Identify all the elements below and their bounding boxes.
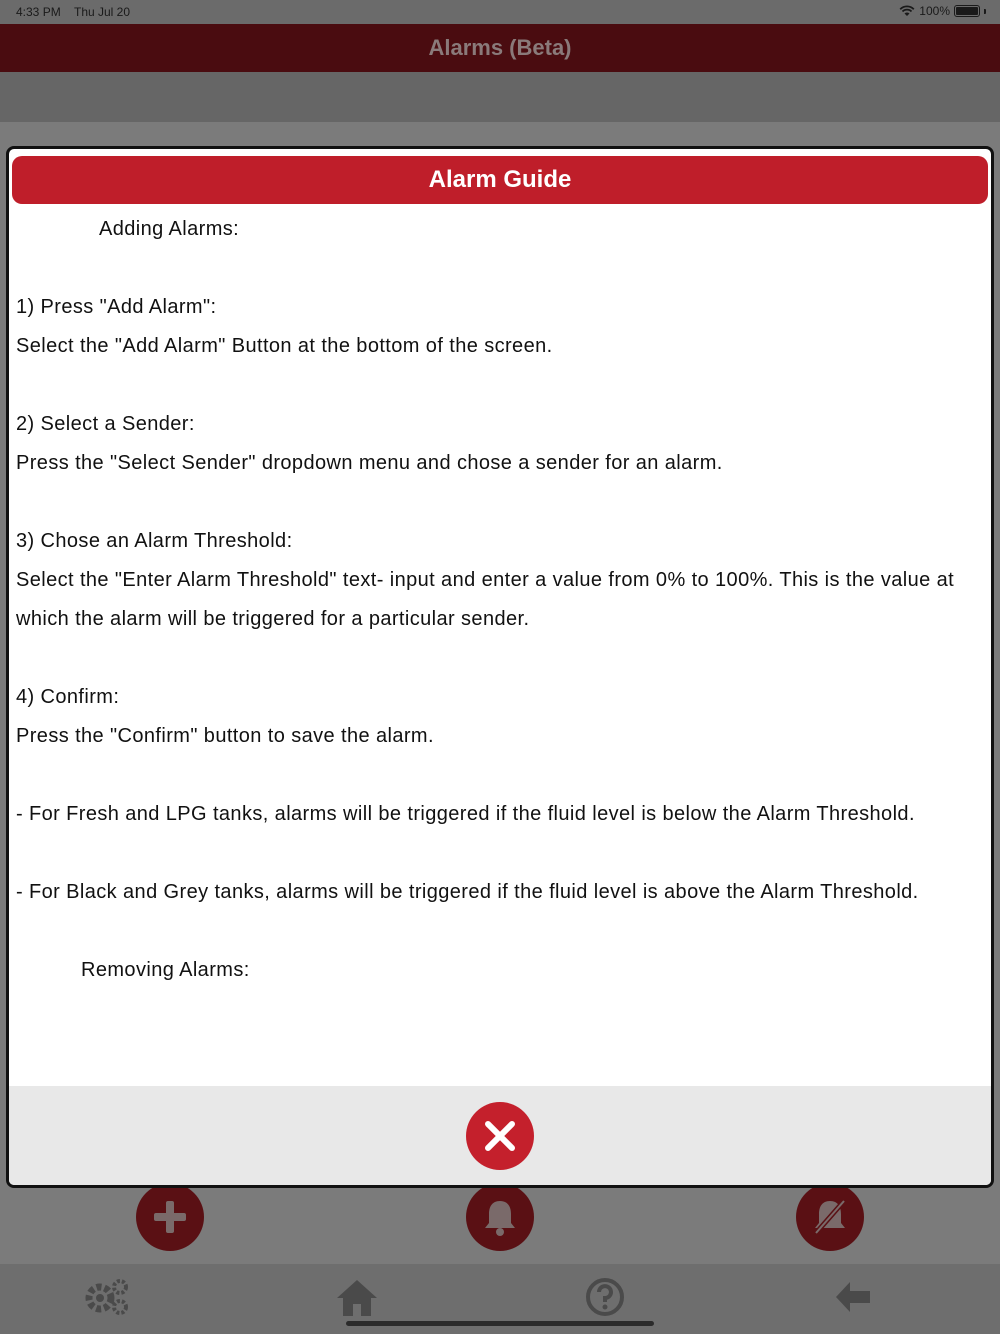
step2-text: Press the "Select Sender" dropdown menu and chose a sender for an alarm. [16, 452, 723, 474]
bell-off-icon [810, 1197, 850, 1237]
home-icon [334, 1276, 380, 1318]
step2-title: 2) Select a Sender: [16, 413, 195, 435]
close-icon [483, 1119, 517, 1153]
battery-icon [954, 5, 980, 17]
dialog-footer [9, 1086, 991, 1185]
tab-back[interactable] [828, 1272, 878, 1322]
step1-text: Select the "Add Alarm" Button at the bottom of the screen. [16, 335, 553, 357]
plus-icon [150, 1197, 190, 1237]
app-subbar [0, 72, 1000, 122]
step1-title: 1) Press "Add Alarm": [16, 296, 217, 318]
alarm-guide-dialog [6, 146, 994, 1188]
status-bar [0, 0, 1000, 24]
step4-title: 4) Confirm: [16, 686, 120, 708]
dialog-title: Alarm Guide [12, 156, 988, 204]
home-indicator [346, 1321, 654, 1326]
close-button[interactable] [466, 1102, 534, 1170]
status-right [899, 4, 986, 18]
heading-removing-alarms: Removing Alarms: [81, 959, 250, 981]
mute-alarms-button[interactable] [796, 1183, 864, 1251]
wifi-icon [899, 5, 915, 17]
arrow-left-icon [832, 1276, 874, 1318]
tab-home[interactable] [332, 1272, 382, 1322]
dialog-content[interactable] [16, 210, 986, 1086]
step4-text: Press the "Confirm" button to save the alarm. [16, 725, 434, 747]
heading-adding-alarms: Adding Alarms: [99, 218, 240, 240]
tab-settings[interactable] [82, 1272, 132, 1322]
note-fresh-lpg: - For Fresh and LPG tanks, alarms will be triggered if the fluid level is below the Alarm Threshold. [16, 803, 915, 825]
add-alarm-button[interactable] [136, 1183, 204, 1251]
step3-text: Select the "Enter Alarm Threshold" text- input and enter a value from 0% to 100%. This is the value at which the alarm will be triggered for a particular sender. [16, 569, 955, 630]
note-black-grey: - For Black and Grey tanks, alarms will be triggered if the fluid level is above the Alarm Threshold. [16, 881, 919, 903]
tab-help[interactable] [580, 1272, 630, 1322]
app-title: Alarms (Beta) [0, 24, 1000, 72]
battery-percent: 100% [919, 4, 950, 18]
test-alarm-button[interactable] [466, 1183, 534, 1251]
bell-icon [480, 1197, 520, 1237]
step3-title: 3) Chose an Alarm Threshold: [16, 530, 293, 552]
question-icon [584, 1276, 626, 1318]
status-date: Thu Jul 20 [74, 5, 131, 19]
gear-icon [84, 1276, 130, 1318]
status-time: 4:33 PM [16, 5, 61, 19]
